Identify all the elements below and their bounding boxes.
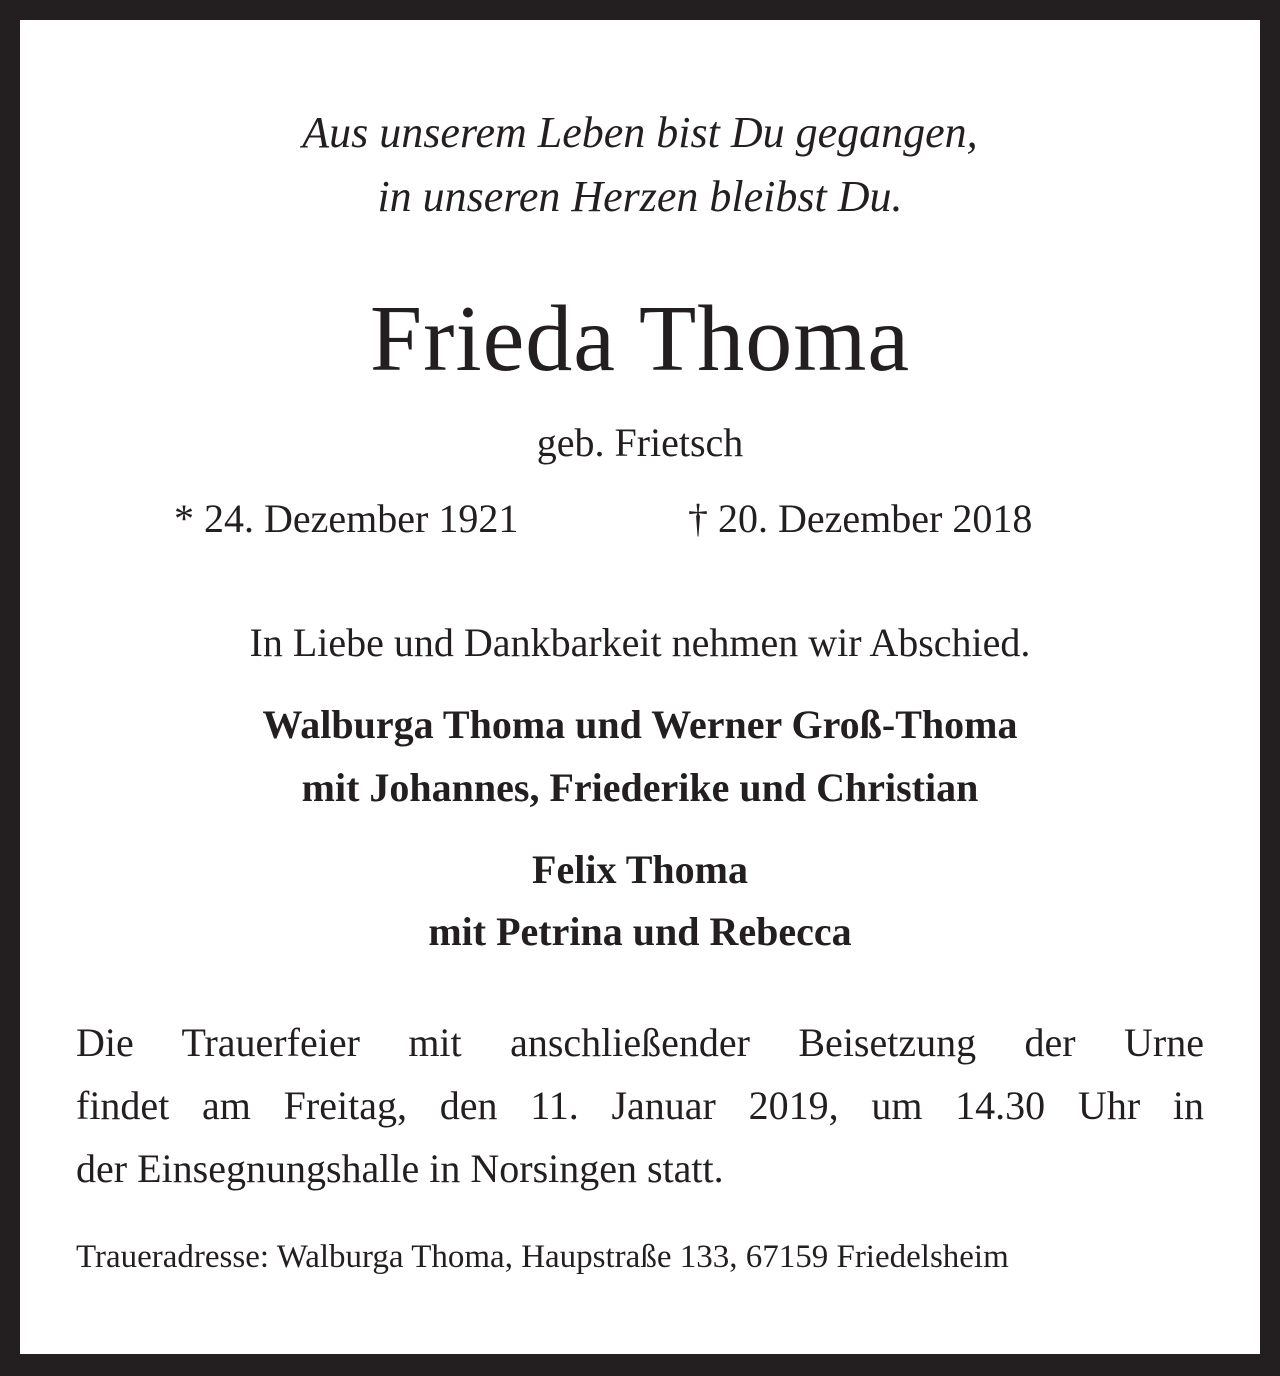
quote-line-1: Aus unserem Leben bist Du gegangen, xyxy=(302,108,978,157)
mourner-group-2-line-2: mit Petrina und Rebecca xyxy=(428,909,852,954)
farewell-text: In Liebe und Dankbarkeit nehmen wir Abschied. xyxy=(249,620,1031,665)
death-date: † 20. Dezember 2018 xyxy=(688,496,1033,541)
mourning-address: Traueradresse: Walburga Thoma, Haupstraße 133, 67159 Friedelsheim xyxy=(76,1239,1009,1275)
mourner-group-1-line-2: mit Johannes, Friederike und Christian xyxy=(301,765,979,810)
ceremony-line-2: findet am Freitag, den 11. Januar 2019, um 14.30 Uhr in xyxy=(76,1083,1204,1128)
mourner-group-2-line-1: Felix Thoma xyxy=(532,847,748,892)
quote-line-2: in unseren Herzen bleibst Du. xyxy=(377,172,903,221)
deceased-name: Frieda Thoma xyxy=(369,287,911,391)
maiden-name: geb. Frietsch xyxy=(536,420,744,465)
mourner-group-1-line-1: Walburga Thoma und Werner Groß-Thoma xyxy=(262,702,1018,747)
ceremony-line-1: Die Trauerfeier mit anschließender Beisetzung der Urne xyxy=(76,1020,1204,1065)
birth-date: * 24. Dezember 1921 xyxy=(174,496,519,541)
ceremony-line-3: der Einsegnungshalle in Norsingen statt. xyxy=(76,1146,724,1191)
